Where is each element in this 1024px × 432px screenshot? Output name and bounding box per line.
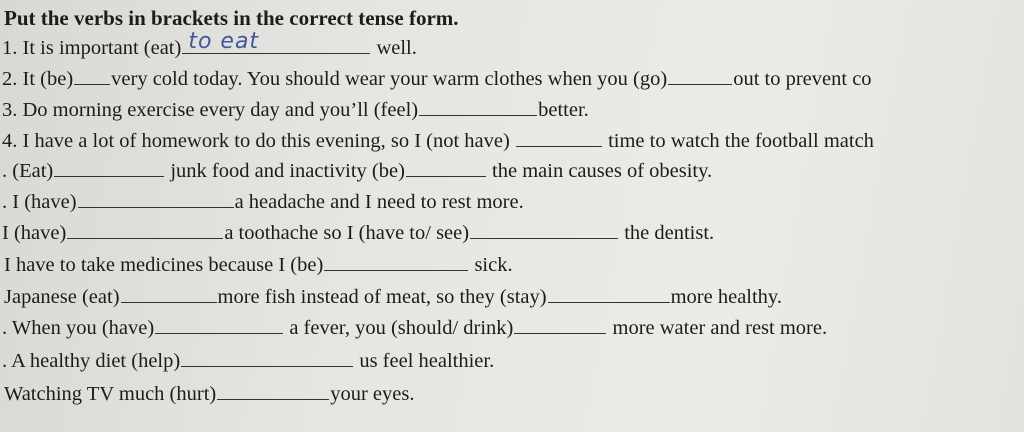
answer-blank[interactable] — [419, 97, 537, 116]
item-text: the dentist. — [619, 222, 715, 244]
exercise-item-5 — [2, 158, 712, 184]
item-text: your eyes. — [330, 383, 415, 405]
answer-blank[interactable] — [217, 381, 329, 400]
item-text: . When you (have) — [2, 317, 155, 339]
exercise-item-10 — [2, 315, 827, 341]
answer-blank[interactable] — [67, 220, 223, 239]
exercise-item-11 — [2, 348, 494, 374]
item-text: more water and rest more. — [607, 317, 828, 339]
exercise-title: Put the verbs in brackets in the correct tense form. — [4, 6, 459, 30]
handwritten-answer: to eat — [188, 29, 260, 54]
answer-blank[interactable] — [514, 315, 606, 334]
item-text: 1. It is important (eat) — [2, 37, 182, 59]
item-text: more fish instead of meat, so they (stay) — [217, 286, 547, 308]
item-text: 3. Do morning exercise every day and you’ll (feel) — [2, 99, 419, 121]
item-text: Watching TV much (hurt) — [4, 383, 217, 405]
item-text: I (have) — [2, 222, 67, 244]
item-text: more healthy. — [670, 286, 782, 308]
exercise-item-8 — [4, 252, 513, 278]
exercise-item-12 — [4, 381, 415, 407]
answer-blank[interactable] — [155, 315, 283, 334]
exercise-item-4 — [2, 128, 874, 154]
item-text: . I (have) — [2, 191, 77, 213]
item-text: a fever, you (should/ drink) — [284, 317, 514, 339]
answer-blank[interactable] — [121, 284, 217, 303]
item-text: well. — [371, 37, 417, 59]
item-text: us feel healthier. — [354, 350, 495, 372]
item-text: 4. I have a lot of homework to do this evening, so I (not have) — [2, 130, 515, 152]
exercise-item-1 — [2, 29, 417, 61]
exercise-item-2 — [2, 66, 872, 92]
item-text: I have to take medicines because I (be) — [4, 254, 324, 276]
exercise-item-7 — [2, 220, 714, 246]
answer-blank[interactable] — [470, 220, 618, 239]
answer-blank[interactable] — [74, 66, 110, 85]
exercise-item-9 — [4, 284, 782, 310]
answer-blank[interactable] — [668, 66, 732, 85]
answer-blank[interactable] — [78, 189, 234, 208]
item-text: the main causes of obesity. — [486, 160, 713, 182]
answer-blank[interactable] — [182, 29, 370, 54]
item-text: . (Eat) — [2, 160, 54, 182]
exercise-item-6 — [2, 189, 524, 215]
item-text: a headache and I need to rest more. — [234, 191, 524, 213]
exercise-item-3 — [2, 97, 589, 123]
item-text: . A healthy diet (help) — [2, 350, 181, 372]
item-text: very cold today. You should wear your warm clothes when you (go) — [111, 68, 668, 90]
item-text: time to watch the football match — [602, 130, 874, 152]
item-text: junk food and inactivity (be) — [165, 160, 405, 182]
answer-blank[interactable] — [181, 348, 353, 367]
item-text: 2. It (be) — [2, 68, 74, 90]
answer-blank[interactable] — [516, 128, 602, 147]
answer-blank[interactable] — [54, 158, 164, 177]
answer-blank[interactable] — [406, 158, 486, 177]
answer-blank[interactable] — [324, 252, 468, 271]
item-text: better. — [538, 99, 589, 121]
item-text: out to prevent co — [733, 68, 872, 90]
item-text: a toothache so I (have to/ see) — [224, 222, 470, 244]
item-text: Japanese (eat) — [4, 286, 120, 308]
item-text: sick. — [469, 254, 513, 276]
answer-blank[interactable] — [548, 284, 670, 303]
